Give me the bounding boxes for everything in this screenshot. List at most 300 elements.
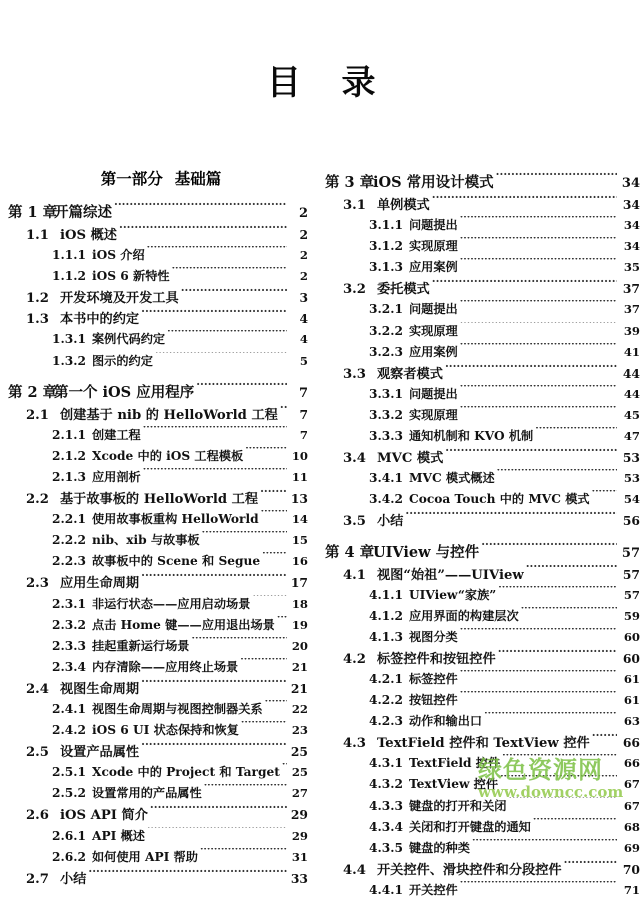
toc-leader-dots <box>498 649 617 663</box>
toc-leader-dots <box>460 406 617 419</box>
toc-entry-page-number: 53 <box>622 450 640 466</box>
toc-entry[interactable] <box>325 171 640 194</box>
toc-entry[interactable] <box>325 342 640 363</box>
watermark-main-text: 绿色资源网 <box>478 756 603 784</box>
toc-leader-dots <box>500 775 617 788</box>
toc-entry-page-number: 16 <box>291 554 308 569</box>
toc-entry-title: 动作和输出口 <box>409 714 483 729</box>
page-title <box>0 63 643 103</box>
toc-entry-page-number: 2 <box>299 227 308 242</box>
toc-entry[interactable] <box>325 817 640 838</box>
toc-entry-page-number: 59 <box>623 608 640 623</box>
toc-entry-page-number: 57 <box>623 587 640 602</box>
toc-leader-dots <box>252 595 287 608</box>
toc-entry-number: 4.1.1 <box>369 587 403 602</box>
toc-leader-dots <box>114 202 287 217</box>
toc-entry-title: iOS 常用设计模式 <box>373 174 494 191</box>
toc-entry-page-number: 61 <box>623 671 640 686</box>
toc-entry[interactable] <box>8 847 308 868</box>
toc-leader-dots <box>241 721 287 734</box>
toc-entry-title: MVC 模式 <box>377 451 444 467</box>
toc-entry-title: iOS 6 UI 状态保持和恢复 <box>92 723 239 738</box>
toc-entry-number: 3.1.3 <box>369 260 403 275</box>
toc-entry[interactable] <box>325 447 640 468</box>
toc-entry[interactable] <box>325 606 640 627</box>
toc-leader-dots <box>141 573 287 587</box>
toc-entry-title: TextField 控件和 TextView 控件 <box>377 736 590 752</box>
toc-entry[interactable] <box>8 488 308 509</box>
toc-entry[interactable] <box>8 826 308 847</box>
toc-entry[interactable] <box>325 669 640 690</box>
toc-entry[interactable] <box>325 753 640 774</box>
toc-leader-dots <box>155 352 287 365</box>
chapter-gap <box>325 532 640 538</box>
toc-leader-dots <box>282 763 287 776</box>
toc-entry[interactable] <box>325 541 640 564</box>
toc-leader-dots <box>181 288 287 302</box>
toc-entry-number: 3.2.2 <box>369 323 403 338</box>
toc-entry-page-number: 67 <box>623 777 640 792</box>
toc-entry[interactable] <box>8 509 308 530</box>
toc-entry-title: 如何使用 API 帮助 <box>92 849 198 864</box>
toc-leader-dots <box>497 469 617 482</box>
toc-leader-dots <box>204 784 287 797</box>
toc-entry-title: 实现原理 <box>409 407 458 422</box>
toc-leader-dots <box>192 637 288 650</box>
toc-leader-dots <box>88 869 287 883</box>
toc-entry-page-number: 11 <box>291 469 308 484</box>
toc-entry-number: 3.2.1 <box>369 302 403 317</box>
toc-entry-page-number: 25 <box>290 744 308 760</box>
toc-entry-title: Cocoa Touch 中的 MVC 模式 <box>409 492 590 507</box>
toc-entry-page-number: 35 <box>623 260 640 275</box>
toc-entry-page-number: 56 <box>622 513 640 529</box>
toc-entry-number: 2.4.1 <box>52 701 86 716</box>
toc-entry-page-number: 2 <box>298 206 308 221</box>
part-heading-label: 第一部分 <box>100 169 163 188</box>
toc-entry-title: 本书中的约定 <box>60 312 140 328</box>
toc-entry-page-number: 7 <box>299 406 308 422</box>
toc-entry-page-number: 25 <box>291 765 308 780</box>
toc-entry-number: 2.1.2 <box>52 448 86 463</box>
toc-entry-page-number: 4 <box>299 332 308 347</box>
toc-entry-number: 1.1.2 <box>52 269 86 284</box>
toc-entry-title: 问题提出 <box>409 218 458 233</box>
toc-entry-page-number: 60 <box>622 650 640 666</box>
toc-column-left <box>8 168 308 887</box>
toc-leader-dots <box>432 279 617 293</box>
toc-entry-title: 案例代码约定 <box>92 332 166 347</box>
toc-entry[interactable] <box>8 572 308 593</box>
toc-entry-page-number: 3 <box>299 290 308 306</box>
toc-entry-number: 2.3 <box>26 576 49 592</box>
page-title-char-1: 目 <box>266 63 302 103</box>
toc-entry-page-number: 21 <box>290 680 308 696</box>
toc-entry-title: iOS API 简介 <box>60 808 148 824</box>
toc-entry-number: 2.6.1 <box>52 828 86 843</box>
toc-entry[interactable] <box>8 868 308 889</box>
toc-entry-page-number: 2 <box>299 248 308 263</box>
toc-leader-dots <box>460 670 617 683</box>
toc-entry[interactable] <box>8 678 308 699</box>
toc-leader-dots <box>502 754 617 767</box>
toc-entry-number: 1.1.1 <box>52 248 86 263</box>
toc-entry[interactable] <box>8 762 308 783</box>
toc-entry-page-number: 34 <box>621 176 640 191</box>
toc-entry[interactable] <box>8 224 308 245</box>
toc-entry[interactable] <box>325 627 640 648</box>
toc-entry-page-number: 29 <box>291 828 308 843</box>
toc-entry-number: 4.3.1 <box>369 756 403 771</box>
toc-entry-number: 2.3.4 <box>52 659 86 674</box>
toc-leader-dots <box>277 616 287 629</box>
toc-entry-number: 2.6 <box>26 808 49 824</box>
toc-entry-title: 应用案例 <box>409 344 458 359</box>
toc-entry-page-number: 54 <box>623 492 640 507</box>
toc-entry-page-number: 13 <box>290 491 308 507</box>
toc-entry-number: 3.3.3 <box>369 429 403 444</box>
toc-entry-page-number: 60 <box>623 629 640 644</box>
toc-entry[interactable] <box>8 381 308 404</box>
toc-entry-list-left <box>8 201 308 889</box>
toc-entry[interactable] <box>8 404 308 425</box>
toc-entry[interactable] <box>8 201 308 224</box>
toc-entry[interactable] <box>8 351 308 372</box>
toc-entry[interactable] <box>8 804 308 825</box>
toc-entry-number: 3.3.2 <box>369 407 403 422</box>
toc-entry[interactable] <box>325 257 640 278</box>
toc-entry-title: 观察者模式 <box>377 366 443 382</box>
toc-entry[interactable] <box>8 783 308 804</box>
toc-entry-page-number: 23 <box>291 723 308 738</box>
toc-entry-page-number: 69 <box>623 840 640 855</box>
toc-leader-dots <box>535 427 617 440</box>
toc-leader-dots <box>592 733 617 747</box>
part-heading <box>8 168 308 189</box>
toc-entry-title: 应用案例 <box>409 260 458 275</box>
toc-entry-title: API 概述 <box>92 828 145 843</box>
toc-entry[interactable] <box>325 299 640 320</box>
toc-entry-number: 3.3 <box>343 366 366 382</box>
toc-entry[interactable] <box>8 741 308 762</box>
toc-leader-dots <box>484 712 617 725</box>
toc-leader-dots <box>265 700 287 713</box>
toc-entry-number: 4.2.2 <box>369 693 403 708</box>
toc-entry-number: 1.3 <box>26 312 49 328</box>
toc-leader-dots <box>119 225 287 239</box>
toc-leader-dots <box>260 489 287 503</box>
toc-entry[interactable] <box>325 796 640 817</box>
toc-entry-number: 4.2 <box>343 651 366 667</box>
toc-entry-number: 2.2.3 <box>52 554 86 569</box>
toc-leader-dots <box>460 881 617 894</box>
toc-entry[interactable] <box>325 774 640 795</box>
toc-leader-dots <box>526 565 617 579</box>
toc-entry-title: 视图生命周期 <box>60 681 140 697</box>
toc-entry[interactable] <box>8 530 308 551</box>
toc-entry-number: 4.1.2 <box>369 608 403 623</box>
toc-entry-number: 4.3.3 <box>369 798 403 813</box>
toc-entry[interactable] <box>325 384 640 405</box>
toc-entry-title: 通知机制和 KVO 机制 <box>409 429 534 444</box>
toc-leader-dots <box>200 848 287 861</box>
toc-entry-number: 2.1 <box>26 407 49 423</box>
toc-entry-number: 2.4 <box>26 681 49 697</box>
toc-leader-dots <box>143 468 287 481</box>
toc-entry-title: iOS 6 新特性 <box>92 269 170 284</box>
toc-entry[interactable] <box>325 468 640 489</box>
toc-column-right <box>325 168 640 897</box>
toc-entry-title: 按钮控件 <box>409 693 458 708</box>
toc-entry-page-number: 15 <box>291 533 308 548</box>
toc-entry-title: 视图分类 <box>409 629 458 644</box>
toc-entry-number: 4.3.5 <box>369 840 403 855</box>
toc-entry-title: 视图“始祖”——UIView <box>377 567 524 583</box>
toc-entry[interactable] <box>325 711 640 732</box>
toc-leader-dots <box>167 330 287 343</box>
toc-entry-title: 故事板中的 Scene 和 Segue <box>92 554 261 569</box>
toc-entry-number: 第 2 章 <box>8 383 58 401</box>
toc-entry-title: UIView“家族” <box>409 587 497 602</box>
toc-entry-number: 3.3.1 <box>369 386 403 401</box>
toc-entry[interactable] <box>325 510 640 531</box>
toc-entry[interactable] <box>325 321 640 342</box>
toc-entry-title: 创建工程 <box>92 427 141 442</box>
toc-entry-page-number: 57 <box>622 566 640 582</box>
toc-entry[interactable] <box>325 278 640 299</box>
toc-entry[interactable] <box>325 859 640 880</box>
toc-entry-number: 2.5.2 <box>52 786 86 801</box>
toc-entry-title: 问题提出 <box>409 302 458 317</box>
toc-entry-title: 键盘的种类 <box>409 840 470 855</box>
watermark-sub-text: www.downcc.com <box>478 783 624 801</box>
toc-entry[interactable] <box>325 585 640 606</box>
toc-entry[interactable] <box>8 657 308 678</box>
toc-leader-dots <box>262 552 287 565</box>
toc-entry-title: 小结 <box>60 871 87 887</box>
toc-entry-number: 2.3.2 <box>52 617 86 632</box>
toc-entry-title: 关闭和打开键盘的通知 <box>409 819 531 834</box>
toc-entry-page-number: 4 <box>299 311 308 327</box>
toc-entry-number: 2.2 <box>26 492 49 508</box>
page-title-char-2: 录 <box>341 63 377 103</box>
toc-entry-title: Xcode 中的 Project 和 Target <box>92 765 280 780</box>
toc-entry-page-number: 61 <box>623 693 640 708</box>
toc-leader-dots <box>496 172 617 187</box>
toc-entry-page-number: 63 <box>623 714 640 729</box>
toc-entry[interactable] <box>325 648 640 669</box>
toc-entry-number: 3.4.2 <box>369 492 403 507</box>
toc-entry-title: 使用故事板重构 HelloWorld <box>92 512 259 527</box>
toc-leader-dots <box>147 827 287 840</box>
toc-leader-dots <box>472 839 617 852</box>
toc-entry-page-number: 39 <box>623 323 640 338</box>
toc-entry[interactable] <box>325 215 640 236</box>
toc-leader-dots <box>460 300 617 313</box>
toc-entry-number: 4.1.3 <box>369 629 403 644</box>
toc-entry-page-number: 67 <box>623 798 640 813</box>
toc-leader-dots <box>564 860 617 874</box>
toc-entry-page-number: 22 <box>291 701 308 716</box>
toc-entry-title: 开发环境及开发工具 <box>60 291 179 307</box>
toc-entry-page-number: 10 <box>291 448 308 463</box>
toc-entry-title: TextView 控件 <box>409 777 499 792</box>
toc-entry-number: 3.4 <box>343 451 366 467</box>
toc-entry[interactable] <box>325 690 640 711</box>
toc-entry-page-number: 34 <box>623 239 640 254</box>
toc-entry-title: 标签控件 <box>409 671 458 686</box>
toc-leader-dots <box>460 322 617 335</box>
toc-entry-page-number: 44 <box>623 386 640 401</box>
toc-entry-number: 4.3.2 <box>369 777 403 792</box>
toc-leader-dots <box>460 691 617 704</box>
toc-leader-dots <box>143 426 287 439</box>
toc-entry[interactable] <box>8 446 308 467</box>
toc-leader-dots <box>460 258 617 271</box>
toc-entry-page-number: 37 <box>623 302 640 317</box>
toc-leader-dots <box>405 511 617 525</box>
toc-leader-dots <box>245 447 287 460</box>
toc-entry-title: 设置产品属性 <box>60 745 140 761</box>
toc-leader-dots <box>147 246 287 259</box>
toc-entry-page-number: 33 <box>290 870 308 886</box>
toc-entry-page-number: 57 <box>621 545 640 561</box>
toc-entry[interactable] <box>325 405 640 426</box>
toc-leader-dots <box>196 382 287 397</box>
toc-leader-dots <box>432 195 617 209</box>
toc-entry[interactable] <box>8 266 308 287</box>
toc-entry-number: 1.1 <box>26 228 49 243</box>
toc-entry-title: iOS 概述 <box>60 228 117 243</box>
toc-entry[interactable] <box>8 245 308 266</box>
toc-entry-title: 内存清除——应用终止场景 <box>92 659 239 674</box>
toc-entry-number: 3.1.2 <box>369 239 403 254</box>
toc-entry-title: TextField 控件 <box>409 756 501 771</box>
toc-entry-page-number: 19 <box>291 617 308 632</box>
toc-leader-dots <box>240 658 287 671</box>
toc-entry-page-number: 27 <box>291 786 308 801</box>
toc-entry[interactable] <box>325 426 640 447</box>
toc-entry-page-number: 31 <box>291 849 308 864</box>
toc-entry-page-number: 17 <box>290 575 308 591</box>
toc-leader-dots <box>445 448 617 462</box>
toc-leader-dots <box>521 607 617 620</box>
toc-entry-title: 设置常用的产品属性 <box>92 786 202 801</box>
toc-entry[interactable] <box>8 636 308 657</box>
toc-entry[interactable] <box>325 194 640 215</box>
toc-entry[interactable] <box>8 308 308 329</box>
toc-entry-title: 实现原理 <box>409 323 458 338</box>
toc-entry-title: 图示的约定 <box>92 353 153 368</box>
toc-entry-title: nib、xib 与故事板 <box>92 533 200 548</box>
toc-leader-dots <box>460 628 617 641</box>
toc-entry-title: MVC 模式概述 <box>409 471 495 486</box>
toc-leader-dots <box>261 510 287 523</box>
toc-entry-title: UIView 与控件 <box>373 543 480 561</box>
toc-entry[interactable] <box>8 699 308 720</box>
toc-entry-title: Xcode 中的 iOS 工程模板 <box>92 448 244 463</box>
toc-leader-dots <box>460 216 617 229</box>
toc-entry-title: 开关控件、滑块控件和分段控件 <box>377 862 562 878</box>
toc-entry-page-number: 68 <box>623 819 640 834</box>
toc-entry[interactable] <box>8 287 308 308</box>
toc-entry-page-number: 5 <box>299 353 308 368</box>
toc-entry-number: 1.3.2 <box>52 353 86 368</box>
toc-leader-dots <box>460 385 617 398</box>
toc-leader-dots <box>509 797 618 810</box>
toc-entry-title: iOS 介绍 <box>92 248 145 263</box>
toc-entry-page-number: 70 <box>622 861 640 877</box>
toc-entry[interactable] <box>8 329 308 350</box>
toc-entry-title: 问题提出 <box>409 386 458 401</box>
toc-leader-dots <box>150 805 287 819</box>
toc-entry-number: 2.6.2 <box>52 849 86 864</box>
toc-entry[interactable] <box>8 425 308 446</box>
toc-entry-title: 挂起重新运行场景 <box>92 638 190 653</box>
toc-entry[interactable] <box>325 838 640 859</box>
toc-entry-page-number: 7 <box>298 385 308 401</box>
toc-entry-title: 创建基于 nib 的 HelloWorld 工程 <box>60 407 278 423</box>
toc-entry-number: 4.3 <box>343 736 366 752</box>
toc-entry[interactable] <box>325 489 640 510</box>
toc-entry-number: 2.4.2 <box>52 723 86 738</box>
toc-entry-page-number: 66 <box>622 735 640 751</box>
toc-entry-page-number: 71 <box>623 882 640 897</box>
toc-entry-title: 小结 <box>377 514 404 530</box>
toc-entry-number: 3.2.3 <box>369 344 403 359</box>
toc-entry-number: 第 3 章 <box>325 174 375 191</box>
toc-entry-title: 第一个 iOS 应用程序 <box>54 383 195 401</box>
toc-entry-page-number: 14 <box>291 512 308 527</box>
toc-entry[interactable] <box>8 551 308 572</box>
toc-entry-number: 1.3.1 <box>52 332 86 347</box>
toc-entry[interactable] <box>325 363 640 384</box>
toc-entry-number: 4.2.3 <box>369 714 403 729</box>
toc-entry-title: 委托模式 <box>377 282 430 298</box>
toc-entry-number: 2.2.1 <box>52 512 86 527</box>
toc-entry[interactable] <box>325 732 640 753</box>
toc-entry-page-number: 7 <box>299 427 308 442</box>
toc-entry-page-number: 18 <box>291 596 308 611</box>
toc-entry-number: 2.3.3 <box>52 638 86 653</box>
chapter-gap <box>8 372 308 378</box>
toc-leader-dots <box>498 586 617 599</box>
toc-entry-number: 2.3.1 <box>52 596 86 611</box>
toc-leader-dots <box>202 531 287 544</box>
toc-entry-title: 键盘的打开和关闭 <box>409 798 507 813</box>
toc-entry[interactable] <box>325 880 640 901</box>
toc-entry[interactable] <box>8 467 308 488</box>
toc-entry[interactable] <box>325 564 640 585</box>
toc-entry-page-number: 53 <box>623 471 640 486</box>
toc-entry-title: 基于故事板的 HelloWorld 工程 <box>60 492 259 508</box>
toc-entry-number: 2.7 <box>26 871 49 887</box>
toc-entry-number: 4.2.1 <box>369 671 403 686</box>
toc-entry-page-number: 34 <box>623 218 640 233</box>
toc-leader-dots <box>481 542 617 557</box>
toc-entry-number: 4.3.4 <box>369 819 403 834</box>
toc-entry-page-number: 45 <box>623 407 640 422</box>
toc-entry-page-number: 29 <box>290 807 308 823</box>
toc-entry-number: 第 4 章 <box>325 543 375 561</box>
part-heading-name: 基础篇 <box>174 169 222 188</box>
toc-entry[interactable] <box>325 236 640 257</box>
toc-entry[interactable] <box>8 615 308 636</box>
toc-entry-page-number: 34 <box>622 197 640 212</box>
toc-entry[interactable] <box>8 594 308 615</box>
toc-entry-number: 3.4.1 <box>369 471 403 486</box>
toc-entry[interactable] <box>8 720 308 741</box>
